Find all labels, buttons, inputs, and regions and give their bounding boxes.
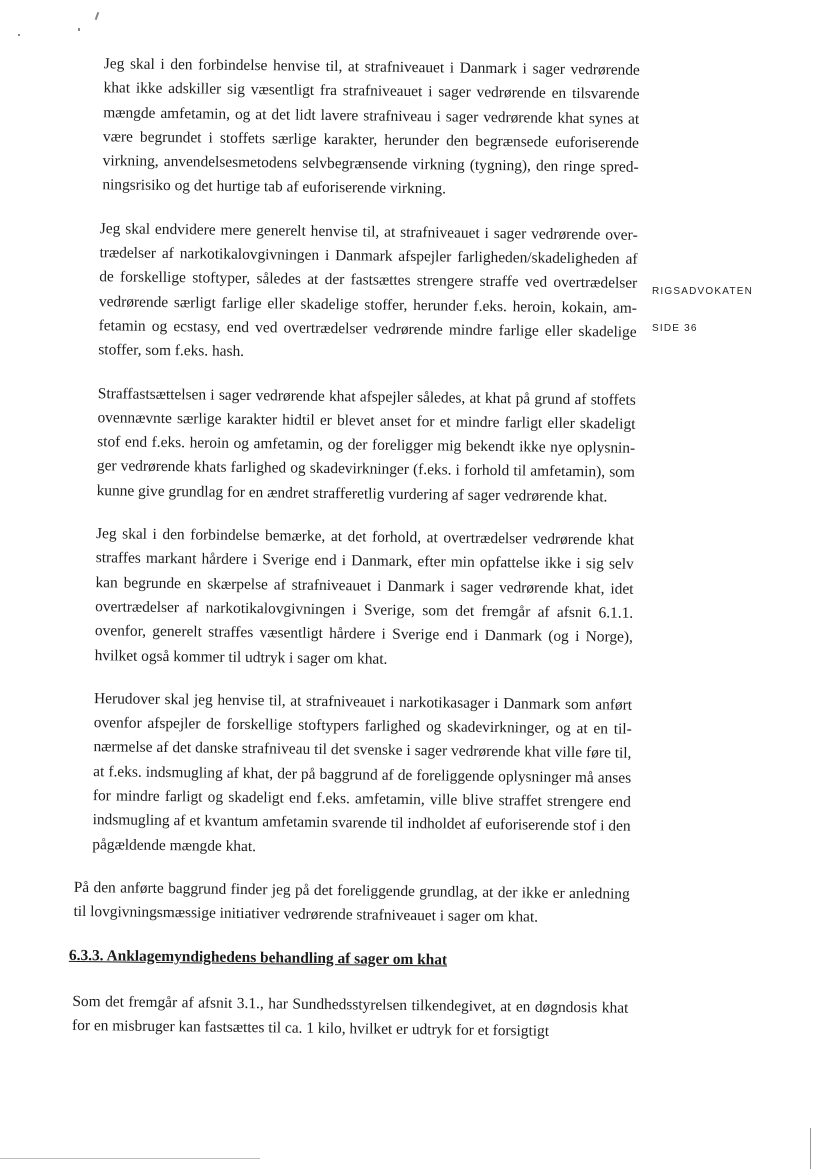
page-number: SIDE 36: [652, 323, 698, 334]
office-name: RIGSADVOKATEN: [652, 286, 753, 297]
scan-artifact: [95, 12, 100, 20]
paragraph-straffastsaettelse: Straffastsættelsen i sager vedrørende khat afspejler således, at khat på grund af stoffets ovennævnte særlige karakter hidtil er blevet anset for et mindre farligt eller skadeligt stof end f.eks. heroin og amfetamin, og der foreligger mig bekendt ikke nye oplysninger vedrørende khats farlighed og skadevirkninger (f.eks. i forhold til amfetamin), som kunne give grundlag for en ændret strafferetlig vurdering af sager vedrørende khat.: [96, 384, 636, 506]
paragraph-khat-strafniveau: Jeg skal i den forbindelse henvise til, at strafniveauet i Danmark i sager vedrørende khat ikke adskiller sig væsentligt fra strafniveauet i sager vedrørende en tilsvarende mængde amfetamin, og at det lidt lavere strafniveau i sager vedrørende khat synes at være begrundet i stoffets særlige karakter, herunder den begrænsede euforiserende virkning, anvendelsesmetodens selvbegrænsende virkning (tygning), den ringe spredningsrisiko og det hurtige tab af euforiserende virkning.: [102, 55, 640, 198]
scan-artifact: [78, 28, 80, 31]
paragraph-generel-henvisning: Jeg skal endvidere mere generelt henvise til, at strafniveauet i sager vedrørende overtrædelser af narkotikalovgivningen i Danmark afspejler farligheden/skadeligheden af de forskellige stoftyper, således at der fastsættes strengere straffe ved overtrædelser vedrørende særligt farlige eller skadelige stoffer, herunder f.eks. heroin, kokain, amfetamin og ecstasy, end ved overtrædelser vedrørende mindre farlige eller skadelige stoffer, som f.eks. hash.: [98, 219, 638, 361]
scan-artifact: [18, 34, 20, 36]
margin-header: [652, 286, 753, 334]
section-heading: 6.3.3. Anklagemyndighedens behandling af sager om khat: [68, 946, 448, 969]
paragraph-konklusion: På den anførte baggrund finder jeg på det foreliggende grundlag, at der ikke er anledning til lovgivningsmæssige initiativer vedrørende strafniveauet i sager om khat.: [73, 878, 630, 926]
paragraph-sverige-sammenligning: Jeg skal i den forbindelse bemærke, at det forhold, at overtrædelser vedrørende khat straffes markant hårdere i Sverige end i Danmark, efter min opfattelse ikke i sig selv kan begrunde en skærpelse af strafniveauet i Danmark i sager vedrørende khat, idet overtrædelser af narkotikalovgivningen i Sverige, som det fremgår af afsnit 6.1.1. ovenfor, generelt straffes væsentligt hårdere i Sverige end i Danmark (og i Norge), hvilket også kommer til udtryk i sager om khat.: [94, 525, 635, 668]
document-body: [68, 52, 640, 1064]
scan-edge-line: [810, 1128, 811, 1169]
scan-bottom-line: [0, 1158, 260, 1159]
paragraph-tilnaermelse: Herudover skal jeg henvise til, at strafniveauet i narkotikasager i Danmark som anført ovenfor afspejler de forskellige stoftypers farlighed og skadevirkninger, og at en tilnærmelse af det danske strafniveau til det svenske i sager vedrørende khat ville føre til, at f.eks. indsmugling af khat, der på baggrund af de foreliggende oplysninger må anses for mindre farligt og skadeligt end f.eks. amfetamin, ville blive straffet strengere end indsmugling af et kvantum amfetamin svarende til indholdet af euforiserende stof i den pågældende mængde khat.: [92, 690, 633, 855]
paragraph-doegndosis: Som det fremgår af afsnit 3.1., har Sundhedsstyrelsen tilkendegivet, at en døgndosis khat for en misbruger kan fastsættes til ca. 1 kilo, hvilket er udtryk for et forsigtigt: [72, 992, 629, 1040]
